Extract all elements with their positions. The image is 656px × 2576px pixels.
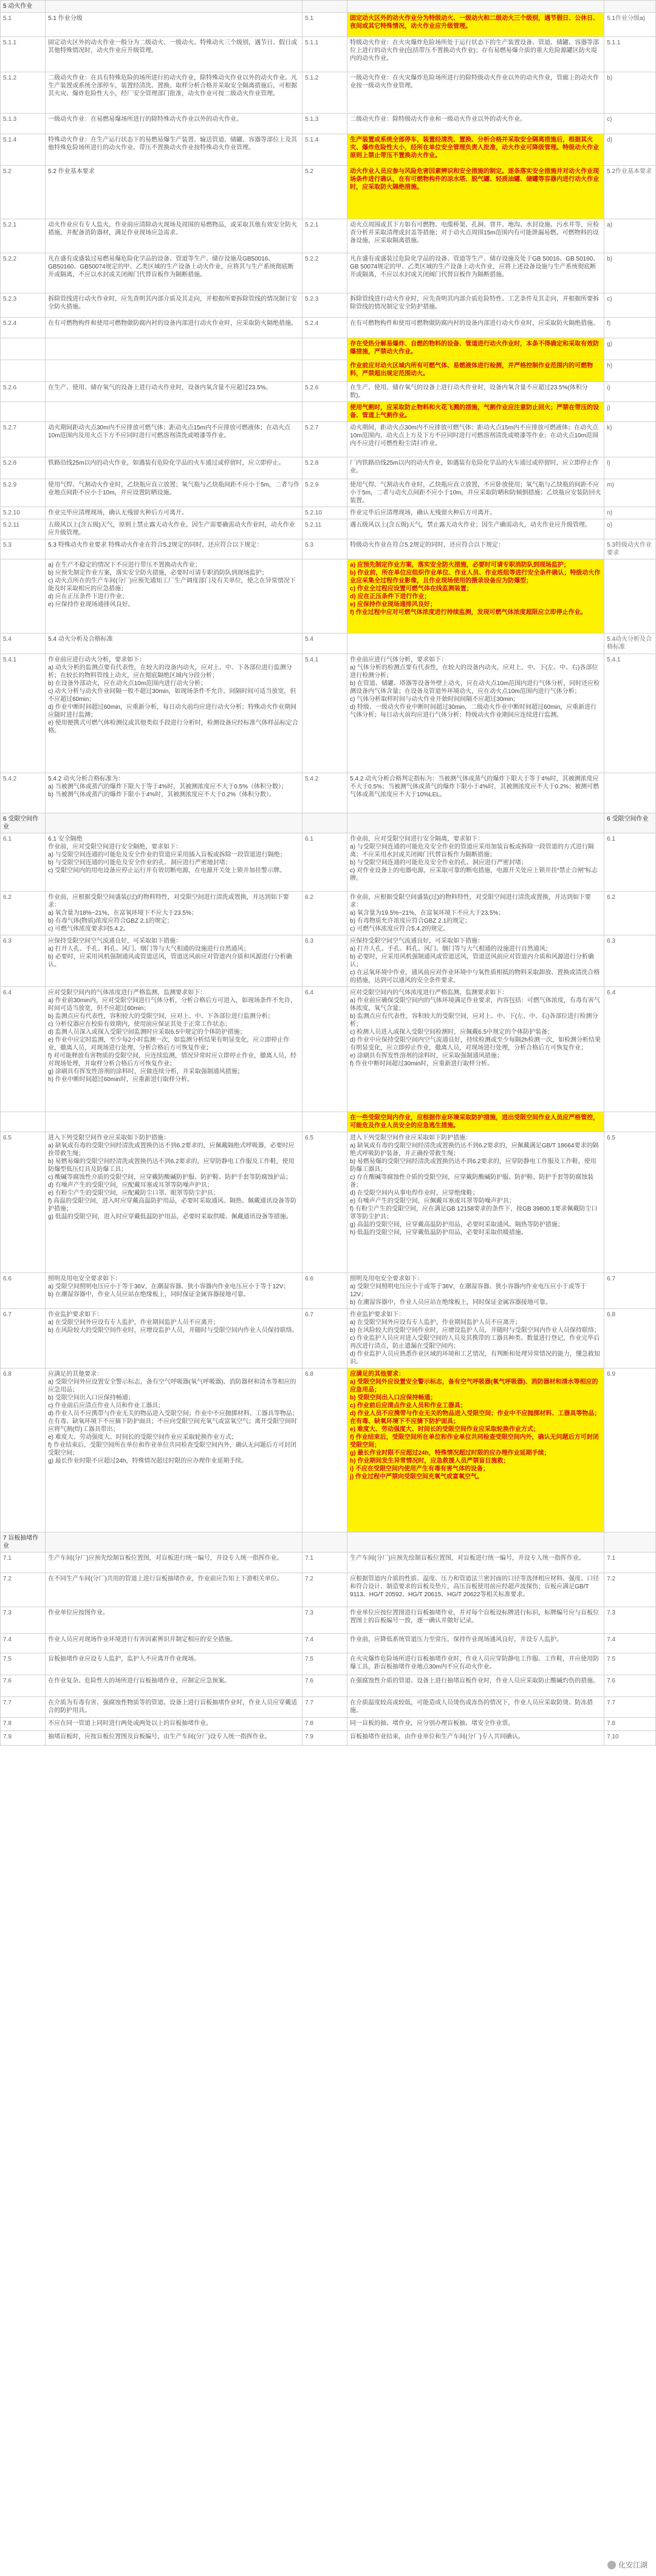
new-clause-no: 5.2.3 [302, 293, 347, 318]
section-new-text [347, 813, 604, 833]
new-clause-no: 6.7 [302, 1309, 347, 1368]
new-clause-text: 应保持受限空间空气流通良好，可采取如下措施： a) 打开人孔、手孔、料孔、风门、烟门等与大气相通的设施进行自然通风； b) 必要时，应采用风机强制通风或管道送风，管道送风前应对管道内介质和风源进行分析确认； c) 在忌氧环境中作业，通风前应对作业环境中与氧性质相抵的物料采取卸放、置换或清洗合格的措施，达到可以通风的安全条件要求。 [347, 935, 604, 987]
new-clause-text: 应满足的其他要求： a) 受限空间外应设置安全警示标志，备有空气呼吸器(氧气呼吸器)、消防器材和清水等相应的应急用品； b) 受限空间出入口应保持畅通； c) 作业前后应清点作业人员和作业工器具； d) 作业人员不应携带与作业无关的物品进入受限空间；作业中不应抛掷材料、工器具等物品；在有毒、缺氧环境下不应摘下防护面具； e) 难度大、劳动强度大、时间长的受限空间作业应采取轮换作业方式； f) 作业结束后，受限空间所在单位和作业单位共同检查受限空间内外，确认无问题后方可封闭受限空间； g) 最长作业时限不应超过24h，特殊情况超过时限的应办理作业延期手续； h) 作业期间发生异常情况时，应急救援人员严禁盲目施救； i) 不应在受限空间内使用产生有毒有害气体的设备； j) 作业过程中严禁向受限空间充氧气或富氧空气。 [347, 1368, 604, 1532]
old-clause-text: 铁路沿线25m以内的动火作业，如遇装有危险化学品的火车通过或停留时，应立即停止。 [46, 457, 302, 479]
table-row [1, 833, 656, 892]
section-new-no [302, 813, 347, 833]
table-row [1, 1634, 656, 1653]
old-clause-no [1, 1112, 46, 1132]
old-clause-no: 5.2.3 [1, 293, 46, 318]
old-clause-no: 5.2.1 [1, 219, 46, 253]
old-clause-text: 应保持受限空间空气流通良好，可采取如下措施： a) 打开人孔、手孔、料孔、风门、烟门等与大气相通的设施进行自然通风； b) 必要时，应采用风机强制通风或管道送风，管道送风前应对管道内介质和风源进行分析确认。 [46, 935, 302, 987]
watermark [607, 2560, 647, 2570]
old-clause-no: 6.1 [1, 833, 46, 892]
section-row [1, 813, 656, 833]
section-old-text [46, 1, 302, 13]
new-clause-text: 同一盲板的抽、堵作业，应分别办理盲板抽、堵安全作业票。 [347, 1718, 604, 1731]
new-clause-no: 6.8 [302, 1368, 347, 1532]
old-clause-no: 7.6 [1, 1675, 46, 1697]
old-clause-no: 5.4 [1, 634, 46, 654]
new-clause-ref: 7.5 [604, 1653, 656, 1675]
old-clause-text: 在有可燃物构件和使用可燃物做防腐内衬的设备内部进行动火作业时，应采取防火隔绝措施。 [46, 318, 302, 338]
new-clause-no [302, 360, 347, 382]
new-clause-no: 5.2.6 [302, 382, 347, 402]
new-clause-text: 存在受热分解易爆炸、自燃的物料的设备、管道进行动火作业时，本条不得确定和采取有效防爆措施，严禁动火作业。 [347, 338, 604, 360]
new-clause-text: 作业监护要求如下： a) 在受限空间外应设有专人监护，作业期间监护人员不应离开； b) 在风险较大的受限空间作业时，应增设监护人员，并随时与受限空间内作业人员保持联络； c) 作业监护人员应对进入受限空间的人员及其携带的工器具种类、数量进行登记，作业完毕后再次进行清点，防止遗漏在受限空间内； d) 作业监护人员应熟悉作业区域的环境和工艺情况，有判断和处理异常情况的能力，懂急救知识。 [347, 1309, 604, 1368]
new-clause-ref: 7.2 [604, 1573, 656, 1607]
old-clause-no: 6.7 [1, 1309, 46, 1368]
table-row [1, 1697, 656, 1718]
old-clause-text: 特殊动火作业：在生产运行状态下的易燃易爆生产装置、输送管道、储罐、容器等部位上及其他特殊危险场所进行的动火作业。带压不置换动火作业按特殊动火作业管理。 [46, 134, 302, 166]
old-clause-no: 6.2 [1, 892, 46, 935]
table-row [1, 1731, 656, 1746]
table-row [1, 318, 656, 338]
old-clause-no: 7.2 [1, 1573, 46, 1607]
new-clause-no: 7.1 [302, 1553, 347, 1573]
old-clause-text: 动火作业应有专人监火，作业前应清除动火现场及周围的易燃物品，或采取其他有效安全防火措施，并配备消防器材，满足作业现场应急需求。 [46, 219, 302, 253]
old-clause-no: 7.9 [1, 1731, 46, 1746]
old-clause-text [46, 360, 302, 382]
old-clause-text: 生产车间(分厂)应预先绘制盲板位置图，对盲板进行统一编号，并设专人统一指挥作业。 [46, 1553, 302, 1573]
old-clause-text: 不应在同一管道上同时进行两处或两处以上的盲板抽堵作业。 [46, 1718, 302, 1731]
new-clause-no [302, 559, 347, 634]
table-row [1, 1132, 656, 1273]
new-clause-ref: 7.6 [604, 1675, 656, 1697]
old-clause-no: 5.1.3 [1, 114, 46, 134]
table-row [1, 479, 656, 507]
new-clause-ref: l) [604, 457, 656, 479]
old-clause-text: 进入下列受限空间作业应采取如下防护措施： a) 缺氧或有毒的受限空间经清洗或置换仍达不到6.2要求的，应佩戴隔绝式呼吸器，必要时应拴带救生绳； b) 易燃易爆的受限空间经清洗或置换仍达不到6.2要求的，应穿防静电工作服及工作鞋，使用防爆型低压灯具及防爆工具； c) 酸碱等腐蚀性介质的受限空间，应穿戴防酸碱防护服、防护鞋、防护手套等防腐蚀护品； d) 有噪声产生的受限空间，应配戴耳塞或耳罩等防噪声护具； e) 有粉尘产生的受限空间，应配戴防尘口罩、眼罩等防尘护具； f) 高温的受限空间，进入时应穿戴高温防护用品，必要时采取通风、隔热、佩戴通讯设备等防护措施； g) 低温的受限空间，进入时应穿戴低温防护用品，必要时采取供暖、佩戴通讯设备等措施。 [46, 1132, 302, 1273]
new-clause-no: 7.6 [302, 1675, 347, 1697]
new-clause-text: 照明及用电安全要求如下： a) 受限空间照明电压应小于或等于36V，在潮湿容器、狭小容器内作业电压应小于或等于12V； b) 在潮湿容器中，作业人员应站在绝缘板上，同时保证金属容器接地可靠。 [347, 1273, 604, 1309]
new-clause-text: 特级动火作业在符合5.2规定的同时，还应符合以下规定： [347, 539, 604, 559]
old-clause-text: 在生产、使用、储存氧气的设备上进行动火作业时，设备内氧含量不应超过23.5%。 [46, 382, 302, 402]
table-row [1, 1309, 656, 1368]
new-clause-ref: h) [604, 360, 656, 382]
new-clause-text: 生产装置或系统全部停车，装置经清洗、置换、分析合格并采取安全隔离措施后，根据其火灾、爆炸危险性大小，经所在单位安全管理负责人批准，动火作业可降级管理。特级动火作业原则上禁止带压不置换动火作业。 [347, 134, 604, 166]
table-row [1, 134, 656, 166]
section-row [1, 1532, 656, 1553]
new-clause-text: a) 应预先制定作业方案，落实安全防火措施，必要时可请专职消防队到现场监护； b) 作业前，所在单位应组织作业单位、作业人员、作业班组等进行安全条件确认；特级动火作业应采集全过程作业影像，且作业现场使用的摄录设备应为防爆型； c) 作业全过程应设置可燃气体在线监测装置； d) 应在正压条件下进行作业； e) 应保持作业现场通排风良好； f) 作业过程中应对可燃气体浓度进行持续监测，发现可燃气体浓度超限应立即停止作业。 [347, 559, 604, 634]
old-clause-no: 5.2.11 [1, 519, 46, 539]
new-clause-ref: 5.4.1 [604, 654, 656, 773]
new-clause-text: 在生产、使用、储存氧气的设备上进行动火作业时，设备内氧含量不应超过23.5%(体积分数)。 [347, 382, 604, 402]
new-clause-text: 盲板抽堵作业结束，由作业单位和生产车间(分厂)专人共同确认。 [347, 1731, 604, 1746]
new-clause-no: 5.1.3 [302, 114, 347, 134]
table-row [1, 422, 656, 457]
new-clause-ref: c) [604, 114, 656, 134]
new-clause-text: 厂内铁路沿线25m以内的动火作业，如遇装有危险化学品的火车通过或停留时，应立即停止作业。 [347, 457, 604, 479]
old-clause-no: 7.3 [1, 1607, 46, 1634]
table-row [1, 37, 656, 72]
table-row [1, 219, 656, 253]
table-row [1, 1718, 656, 1731]
old-clause-no [1, 402, 46, 422]
new-clause-ref: 7.4 [604, 1634, 656, 1653]
new-clause-text: 动火点周围或其下方如有可燃物、电缆桥架、孔洞、窨井、地沟、水封设施、污水井等，应检查分析并采取清理或封盖等措施；对于动火点周围15m范围内有可能泄漏易燃、可燃物料的设备设施，应采取隔离措施。 [347, 219, 604, 253]
table-row [1, 1607, 656, 1634]
old-clause-text: 作业监护要求如下： a) 在受限空间外应设有专人监护，作业期间监护人员不应离开； b) 在风险较大的受限空间作业时，应增设监护人员，并随时与受限空间内作业人员保持联络。 [46, 1309, 302, 1368]
new-clause-ref: 5.2作业基本要求 [604, 166, 656, 219]
new-clause-text: 生产车间(分厂)应预先绘制盲板位置图，对盲板进行统一编号，并设专人统一指挥作业。 [347, 1553, 604, 1573]
section-old-text [46, 813, 302, 833]
section-new-no [302, 1532, 347, 1553]
section-ref [604, 1, 656, 13]
old-clause-text: 二级动火作业：在具有特殊危险的场所进行的动火作业，除特殊动火作业以外的动火作业。凡生产装置或系统全部停车，装置经清洗、置换、取样分析合格并采取安全隔离措施后，可根据其火灾、爆炸危险性大小，经厂安全管理部门批准，动火作业可按二级动火作业管理。 [46, 72, 302, 114]
new-clause-text: 动火作业人员应参与风险危害因素辨识和安全措施的制定。逐条落实安全措施并对动火作业现场条件进行确认，在有可燃物构件的凉水塔、脱气罐、轻质油罐、储罐等容器内进行动火作业时，应采取防火隔绝措施。 [347, 166, 604, 219]
new-clause-ref: 7.3 [604, 1607, 656, 1634]
old-clause-text: 5.2 作业基本要求 [46, 166, 302, 219]
old-clause-text: 作业单位应按图作业。 [46, 1607, 302, 1634]
old-clause-text: 在作业复杂、危险性大的场所进行盲板抽堵作业，应制定应急预案。 [46, 1675, 302, 1697]
section-new-text [347, 1, 604, 13]
new-clause-text: 作业单位应按位置图进行盲板抽堵作业，并对每个盲板设标牌进行标识，标牌编号应与盲板位置图上的盲板编号一致，逐一确认并做好记录。 [347, 1607, 604, 1634]
table-row [1, 457, 656, 479]
new-clause-ref [604, 773, 656, 813]
old-clause-no: 5.2.8 [1, 457, 46, 479]
old-clause-text: 固定动火区外的动火作业一般分为二级动火、一级动火、特殊动火三个级别，遇节日、假日或其他特殊情况时，动火作业应升级管理。 [46, 37, 302, 72]
new-clause-text: 作业前应对动火区域内所有可燃气体、易燃液体进行检测，并严格控制作业范围内的可燃物料，严禁超出规定范围动火。 [347, 360, 604, 382]
old-clause-text: 在介质为有毒有害、强腐蚀性物质等的管道、设备上进行盲板抽堵作业时，作业人员应穿戴适合的防护用具。 [46, 1697, 302, 1718]
new-clause-no [302, 338, 347, 360]
new-clause-ref: 7.8 [604, 1718, 656, 1731]
old-clause-no [1, 338, 46, 360]
old-clause-no [1, 360, 46, 382]
old-clause-no: 5.4.2 [1, 773, 46, 813]
table-row [1, 1675, 656, 1697]
new-clause-text: 作业完毕后应清理现场，确认无残留火种后方可离开。 [347, 507, 604, 519]
table-row [1, 539, 656, 559]
section-new-text [347, 1532, 604, 1553]
new-clause-no: 5.2.9 [302, 479, 347, 507]
old-clause-text [46, 1112, 302, 1132]
new-clause-ref [604, 559, 656, 634]
new-clause-ref: 6.9 [604, 1368, 656, 1532]
section-ref: 6 受限空间作业 [604, 813, 656, 833]
new-clause-no: 7.8 [302, 1718, 347, 1731]
new-clause-ref: b) [604, 72, 656, 114]
old-clause-text: 动火期间距动火点30m内不应排放可燃气体；距动火点15m内不应排放可燃液体；在动火点10m范围内及用火点下方不应同时进行可燃溶剂清洗或喷漆等作业。 [46, 422, 302, 457]
new-clause-no: 5.4.1 [302, 654, 347, 773]
table-row [1, 360, 656, 382]
old-clause-no: 5.1.2 [1, 72, 46, 114]
old-clause-text [46, 402, 302, 422]
new-clause-text: 在强腐蚀性介质的管道、设备上进行抽堵盲板作业时，作业人员应采取防止酸碱灼伤的措施。 [347, 1675, 604, 1697]
table-row [1, 13, 656, 37]
new-clause-no: 7.5 [302, 1653, 347, 1675]
new-clause-text: 进入下列受限空间作业应采取如下防护措施： a) 缺氧或有毒的受限空间经清洗或置换仍达不到6.2要求的，应佩戴满足GB/T 18664要求的隔绝式呼吸防护装备，并正确拴带救生绳； b) 易燃易爆的受限空间经清洗或置换仍达不到6.2要求的，应穿防静电工作服及工作鞋，使用防爆工器具； c) 存在酸碱等腐蚀性介质的受限空间，应穿戴防酸碱防护服、防护鞋、防护手套等防腐蚀装备； d) 在受限空间内从事电焊作业时，应穿绝缘鞋； e) 有噪声产生的受限空间，应佩戴耳塞或耳罩等防噪声护具； f) 有粉尘产生的受限空间，应在满足GB 12158要求的条件下，按GB 39800.1要求佩戴防尘口罩等防尘护具； g) 高温的受限空间，应穿戴高温防护用品，必要时采取通风、隔热等防护措施； h) 低温的受限空间，应穿戴低温防护用品，必要时采取供暖措施。 [347, 1132, 604, 1273]
table-row [1, 402, 656, 422]
new-clause-text: 在介质温度较高或较低，可能造成人员烫伤或冻伤的情况下，作业人员应采取防烫、防冻措施。 [347, 1697, 604, 1718]
new-clause-ref [604, 1112, 656, 1132]
new-clause-text: 在有可燃物构件和使用可燃物做防腐内衬的设备内部进行动火作业时，应采取防火隔绝措施。 [347, 318, 604, 338]
new-clause-text: 在一些受限空间内作业，应根据作业环境采取防护措施，进出受限空间作业人员应严格管控，可能危及作业人员安全的应急逃生措施。 [347, 1112, 604, 1132]
old-clause-text: 使用气焊、气割动火作业时，乙炔瓶应直立放置；氧气瓶与乙炔瓶间距不应小于5m，二者与作业地点间距不应小于10m，并应设置防晒设施。 [46, 479, 302, 507]
table-row [1, 166, 656, 219]
old-clause-text: 拆除管线进行动火作业时，应先查明其内部介质及其走向，并根据所要拆除管线的情况制订安全防火措施。 [46, 293, 302, 318]
old-clause-no: 5.2.9 [1, 479, 46, 507]
new-clause-text: 作业前，应降低系统管道压力至常压，保持作业现场通风良好，并设专人监护。 [347, 1634, 604, 1653]
new-clause-no: 5.2.10 [302, 507, 347, 519]
new-clause-ref: b) [604, 253, 656, 293]
old-clause-text: 5.4.2 动火分析合格标准为： a) 当被测气体或蒸汽的爆炸下限大于等于4%时，其被测浓度应不大于0.5%（体积分数）； b) 当被测气体或蒸汽的爆炸下限小于4%时，其被测浓度应不大于0.2%（体积分数）。 [46, 773, 302, 813]
new-clause-text: 固定动火区外的动火作业分为特级动火、一级动火和二级动火三个级别，遇节假日、公休日、夜间或其它特殊情况，动火作业应升级管理。 [347, 13, 604, 37]
new-clause-text: 5.4.2 动火分析合格判定指标为：当被测气体或蒸气的爆炸下限大于等于4%时，其被测浓度应不大于0.5%；当被测气体或蒸气的爆炸下限小于4%时，其被测浓度应不大于0.2%；被测可燃气体或蒸气浓度应不大于10%LEL。 [347, 773, 604, 813]
old-clause-text: 在不同生产车间(分厂)共用的管道上进行盲板抽堵作业，作业前应告知上下游相关单位。 [46, 1573, 302, 1607]
new-clause-text: 作业前，应对受限空间进行安全隔离，要求如下： a) 与受限空间连通的可能危及安全作业的管道应采用加装盲板或拆除一段管道的方式进行隔离；不应采用水封或关闭阀门代替盲板作为隔断措施； b) 与受限空间连通的可能危及安全作业的孔、洞应进行严密封堵； c) 对作业设备上的电器电源，应采取可靠的断电措施，电源开关处应上锁并挂“禁止合闸”标志牌。 [347, 833, 604, 892]
old-clause-no: 7.5 [1, 1653, 46, 1675]
old-clause-text: 5.1 作业分级 [46, 13, 302, 37]
old-clause-no: 5.1.4 [1, 134, 46, 166]
old-clause-text: 作业前应进行动火分析，要求如下： a) 动火分析的监测点要有代表性，在较大的设备内动火，应对上、中、下各部位进行监测分析；在较长的物料管线上动火，应在彻底隔绝区域内分段分析； b) 在设备外部动火，应在动火点10m范围内进行动火分析； c) 动火分析与动火作业间隔一般不超过30min，如现场条件不允许，间隔时间可适当放宽，但不应超过60min； d) 作业中断时间超过60min，应重新分析，每日动火前均应进行动火分析；特殊动火作业期间应随时进行监测； e) 使用便携式可燃气体检测仪或其他类似手段进行分析时，检测设备应经标准气体样品标定合格。 [46, 654, 302, 773]
table-row [1, 892, 656, 935]
table-row [1, 1112, 656, 1132]
old-clause-no: 5.2.2 [1, 253, 46, 293]
comparison-table-body [1, 1, 656, 1746]
old-clause-text: 作业前，应根据受限空间盛装(过)的物料特性，对受限空间进行清洗或置换，并达到如下要求： a) 氧含量为18%~21%，在富氧环境下不应大于23.5%； b) 有毒气体(物质)浓度应符合GBZ 2.1的规定； c) 可燃气体浓度要求同5.4.2。 [46, 892, 302, 935]
old-clause-text: 5.3 特殊动火作业要求 特殊动火作业在符合5.2规定的同时，还应符合以下规定： [46, 539, 302, 559]
old-clause-text: a) 在生产不稳定的情况下不应进行带压不置换动火作业； b) 应预先制定作业方案，落实安全防火措施，必要时可请专职消防队到现场监护； c) 动火点所在的生产车间(分厂)应预先通知工厂生产调度部门及有关单位，使之在异常情况下能及时采取相应的应急措施； d) 应在正压条件下进行作业； e) 应保持作业现场通排风良好。 [46, 559, 302, 634]
new-clause-ref: 6.7 [604, 1273, 656, 1309]
new-clause-ref: o) [604, 519, 656, 539]
table-row [1, 773, 656, 813]
old-clause-text: 五级风以上(含五级)天气，原则上禁止露天动火作业。因生产需要确需动火作业时，动火作业应升级管理。 [46, 519, 302, 539]
section-row [1, 1, 656, 13]
old-clause-no: 5.2.7 [1, 422, 46, 457]
old-clause-text: 6.1 安全隔绝 作业前，应对受限空间进行安全隔绝，要求如下： a) 与受限空间连通的可能危及安全作业的管道应采用插入盲板或拆除一段管道进行隔绝； b) 与受限空间连通的可能危及安全作业的孔、洞应进行严密地封堵； c) 受限空间内的用电设备应停止运行并有效切断电源，在电源开关处上锁并加挂警示牌。 [46, 833, 302, 892]
new-clause-ref: 7.10 [604, 1731, 656, 1746]
old-clause-text: 5.4 动火分析及合格标准 [46, 634, 302, 654]
old-clause-text: 凡在盛有或盛装过易燃易爆危险化学品的设备、管道等生产、储存设施及GB50016、GB50160、GB50074规定的甲、乙类区域的生产设备上动火作业，应将其与生产系统彻底断开或隔离，不应以水封或关闭阀门代替盲板作为隔断措施。 [46, 253, 302, 293]
new-clause-no: 5.1.2 [302, 72, 347, 114]
new-clause-no: 5.4.2 [302, 773, 347, 813]
table-row [1, 1368, 656, 1532]
new-clause-no: 6.5 [302, 1132, 347, 1273]
watermark-text: 化安江湖 [618, 2561, 647, 2569]
new-clause-text: 特级动火作业：在火灾爆炸危险场所处于运行状态下的生产装置设备、管道、储罐、容器等部位上进行的动火作业(包括带压不置换动火作业)；存有易燃易爆介质的重大危险源罐区防火堤内的动火作业。 [347, 37, 604, 72]
new-clause-text: 应根据管道内介质的性质、温度、压力和管道法兰密封面的口径等选择相应材料、强度、口径和符合设计、制造要求的盲板及垫片，高压盲板使用前应经超声波探伤；盲板应满足GB/T 9113、HG/T 20592、HG/T 20615、HG/T 20622等相关标准要求。 [347, 1573, 604, 1607]
new-clause-no [302, 402, 347, 422]
table-row [1, 338, 656, 360]
new-clause-no: 5.2.7 [302, 422, 347, 457]
new-clause-ref: 6.4 [604, 987, 656, 1112]
old-clause-no: 6.4 [1, 987, 46, 1112]
new-clause-ref: i) [604, 382, 656, 402]
old-clause-text: 应满足的其他要求： a) 受限空间外应设置安全警示标志，备有空气呼吸器(氧气呼吸器)、消防器材和清水等相应的应急用品； b) 受限空间出入口应保持畅通； c) 作业前后应清点作业人员和作业工器具； d) 作业人员不应携带与作业无关的物品进入受限空间；作业中不应抛掷材料、工器具等物品；在有毒、缺氧环境下不应摘下防护面具；不应向受限空间充氧气或富氧空气；离开受限空间时应将气割(焊)工器具带出； e) 难度大、劳动强度大、时间长的受限空间作业应采取轮换作业方式； f) 作业结束后，受限空间所在单位和作业单位共同检查受限空间内外，确认无问题后方可封闭受限空间； g) 最长作业时限不应超过24h，特殊情况超过时限的应办理作业延期手续。 [46, 1368, 302, 1532]
new-clause-no [302, 1112, 347, 1132]
table-row [1, 559, 656, 634]
table-row [1, 507, 656, 519]
section-old-text [46, 1532, 302, 1553]
new-clause-no: 7.2 [302, 1573, 347, 1607]
new-clause-text: 遇五级风以上(含五级)天气，禁止露天动火作业；因生产确需动火，动火作业应升级管理。 [347, 519, 604, 539]
table-row [1, 519, 656, 539]
new-clause-ref: d) [604, 134, 656, 166]
new-clause-ref: f) [604, 318, 656, 338]
new-clause-no: 6.2 [302, 892, 347, 935]
new-clause-no: 5.1 [302, 13, 347, 37]
new-clause-no: 5.2.1 [302, 219, 347, 253]
new-clause-text: 使用气焊、气割动火作业时，乙炔瓶应直立放置，不应卧放使用；氧气瓶与乙炔瓶的间距不应小于5m，二者与动火点间距不应小于10m，并应采取防晒和防倾倒措施；乙炔瓶应安装防回火装置。 [347, 479, 604, 507]
table-row [1, 634, 656, 654]
new-clause-no: 6.4 [302, 987, 347, 1112]
old-clause-no: 5.2 [1, 166, 46, 219]
old-clause-text: 抽堵盲板时，应按盲板位置图及盲板编号，由生产车间(分厂)设专人统一指挥作业。 [46, 1731, 302, 1746]
new-clause-ref: 6.5 [604, 1132, 656, 1273]
table-row [1, 72, 656, 114]
old-clause-no: 5.1.1 [1, 37, 46, 72]
new-clause-no: 6.6 [302, 1273, 347, 1309]
new-clause-text: 一级动火作业：在火灾爆炸危险场所进行的除特级动火作业以外的动火作业，管廊上的动火作业按一级动火作业管理。 [347, 72, 604, 114]
new-clause-no: 5.2 [302, 166, 347, 219]
new-clause-text: 作业前应进行气体分析，要求如下： a) 气体分析的检测点要有代表性，在较大的设备内动火，应对上、中、下(左、中、右)各部位进行检测分析； b) 在管道、储罐、塔器等设备外壁上动火，应在动火点10m范围内进行气体分析，同时还应检测设备内气体含量；在设备及管道外环境动火，应在动火点10m范围内进行气体分析； c) 气体分析取样时间与动火作业开始时间间隔不应超过30min； d) 特级、一级动火作业中断时间超过30min，二级动火作业中断时间超过60min，应重新进行气体分析；每日动火前均应进行气体分析；特级动火作业期间应连续进行监测。 [347, 654, 604, 773]
new-clause-no: 7.3 [302, 1607, 347, 1634]
new-clause-ref: n) [604, 507, 656, 519]
table-row [1, 1653, 656, 1675]
table-row [1, 1573, 656, 1607]
new-clause-ref: j) [604, 402, 656, 422]
old-clause-text: 应对受限空间内的气体浓度进行严格监测，监测要求如下： a) 作业前30min内，应对受限空间进行气体分析，分析合格后方可进入，如现场条件不允许，时间可适当放宽，但不应超过60min； b) 监测点应有代表性，容积较大的受限空间，应对上、中、下各部位进行监测分析； c) 分析仪器应在校验有效期内，使用前应保证其处于正常工作状态； d) 监测人员深入或探入受限空间监测时应采取6.5中规定的个体防护措施； e) 作业中应定时监测，至少每2小时监测一次，如监测分析结果有明显变化，应立即停止作业，撤离人员，对现场进行处理，分析合格后方可恢复作业； f) 对可能释放有害物质的受限空间，应连续监测，情况异常时应立即停止作业，撤离人员，经对现场处理，并取样分析合格后方可恢复作业； g) 涂刷具有挥发性溶剂的涂料时，应做连续分析，并采取强制通风措施； h) 作业中断时间超过60min时，应重新进行取样分析。 [46, 987, 302, 1112]
new-clause-ref: 7.1 [604, 1553, 656, 1573]
section-old-no: 7 盲板抽堵作业 [1, 1532, 46, 1553]
old-clause-text: 照明及用电安全要求如下： a) 受限空间照明电压应小于等于36V，在潮湿容器、狭小容器内作业电压应小于等于12V； b) 在潮湿容器中，作业人员应站在绝缘板上，同时保证金属容器接地可靠。 [46, 1273, 302, 1309]
new-clause-no: 5.2.2 [302, 253, 347, 293]
new-clause-ref: 6.2 [604, 892, 656, 935]
old-clause-text: 作业人员应对现场作业环境进行有害因素辨识并制定相应的安全措施。 [46, 1634, 302, 1653]
new-clause-text: 动火期间，距动火点30m内不应排放可燃气体；距动火点15m内不应排放可燃液体；在动火点10m范围内、动火点上方及下方不应同时进行可燃溶剂清洗或喷漆等作业；在动火点10m范围内不应进行可燃性粉尘清扫作业。 [347, 422, 604, 457]
new-clause-ref: g) [604, 338, 656, 360]
table-row [1, 1553, 656, 1573]
new-clause-text: 使用气割时，应采取防止物料和火花飞溅的措施，气割作业应注意防止回火；严禁在带压的设备、管道上气割作业。 [347, 402, 604, 422]
table-row [1, 935, 656, 987]
section-new-no [302, 1, 347, 13]
table-row [1, 253, 656, 293]
new-clause-text: 应对受限空间内的气体浓度进行严格监测，监测要求如下： a) 作业前应确保受限空间内的气体环境满足作业要求，内容包括：可燃气体浓度，有毒有害气体浓度，氧气含量； b) 监测点应有代表性，容积较大的受限空间，应对上、中、下(左、中、右)各部位进行检测分析； c) 检测人员进入或探入受限空间检测时，应佩戴6.5中规定的个体防护装备； d) 作业中应保持受限空间内空气流通良好，持续检测或至少每隔2h检测一次，如检测分析结果有明显变化，应立即停止作业，撤离人员，对现场进行处理，分析合格后方可恢复作业； e) 涂刷具有挥发性溶剂的涂料时，应采取强制通风措施； f) 作业中断时间超过30min时，应重新进行取样分析。 [347, 987, 604, 1112]
table-row [1, 1273, 656, 1309]
old-clause-no: 5.4.1 [1, 654, 46, 773]
new-clause-ref: 7.7 [604, 1697, 656, 1718]
new-clause-no: 6.1 [302, 833, 347, 892]
table-row [1, 654, 656, 773]
old-clause-no: 7.7 [1, 1697, 46, 1718]
new-clause-text: 作业前，应根据受限空间盛装(过)的物料特性，对受限空间进行清洗或置换，并达到如下要求： a) 氧含量为19.5%~21%，在富氧环境下不应大于23.5%； b) 有毒物质允许浓度应符合GBZ 2.1的规定； c) 可燃气体浓度应符合5.4.2的规定。 [347, 892, 604, 935]
new-clause-no: 5.1.4 [302, 134, 347, 166]
old-clause-no: 7.1 [1, 1553, 46, 1573]
old-clause-no [1, 559, 46, 634]
new-clause-ref: 6.8 [604, 1309, 656, 1368]
new-clause-ref: a) [604, 219, 656, 253]
new-clause-ref: 6.1 [604, 833, 656, 892]
new-clause-ref: k) [604, 422, 656, 457]
new-clause-no: 7.4 [302, 1634, 347, 1653]
new-clause-ref: 5.1作业分级a) [604, 13, 656, 37]
wechat-icon [607, 2561, 616, 2569]
new-clause-no: 5.3 [302, 539, 347, 559]
section-ref [604, 1532, 656, 1553]
new-clause-ref: 5.4动火分析及合格标准 [604, 634, 656, 654]
new-clause-ref: m) [604, 479, 656, 507]
new-clause-ref: c) [604, 293, 656, 318]
section-old-no: 6 受限空间作业 [1, 813, 46, 833]
new-clause-ref: 5.1.1 [604, 37, 656, 72]
new-clause-no: 5.2.11 [302, 519, 347, 539]
new-clause-ref: 6.3 [604, 935, 656, 987]
new-clause-no: 5.2.8 [302, 457, 347, 479]
old-clause-no: 5.2.10 [1, 507, 46, 519]
new-clause-no: 5.4 [302, 634, 347, 654]
old-clause-no: 6.5 [1, 1132, 46, 1273]
new-clause-ref: 5.3特级动火作业要求 [604, 539, 656, 559]
new-clause-no: 5.1.1 [302, 37, 347, 72]
new-clause-text [347, 634, 604, 654]
table-row [1, 987, 656, 1112]
old-clause-no: 7.4 [1, 1634, 46, 1653]
new-clause-no: 7.7 [302, 1697, 347, 1718]
old-clause-no: 5.3 [1, 539, 46, 559]
section-old-no: 5 动火作业 [1, 1, 46, 13]
new-clause-text: 凡在盛有或盛装过危险化学品的设备、管道等生产、储存设施及处于GB 50016、GB 50160、GB 50074规定的甲、乙类区域的生产设备上动火作业，应将上述设备设施与生产系统彻底断开或隔离，不应以水封或关闭阀门代替盲板作为隔断措施。 [347, 253, 604, 293]
old-clause-text: 作业完毕应清理现场，确认无残留火种后方可离开。 [46, 507, 302, 519]
old-clause-no: 6.6 [1, 1273, 46, 1309]
old-clause-no: 7.8 [1, 1718, 46, 1731]
new-clause-text: 二级动火作业：除特级动火作业和一级动火作业以外的动火作业。 [347, 114, 604, 134]
new-clause-no: 6.3 [302, 935, 347, 987]
old-clause-no: 5.2.6 [1, 382, 46, 402]
old-clause-text: 一级动火作业：在易燃易爆场所进行的除特殊动火作业以外的动火作业。 [46, 114, 302, 134]
old-clause-text: 盲板抽堵作业应设专人监护，监护人不应离开作业现场。 [46, 1653, 302, 1675]
old-clause-text [46, 338, 302, 360]
table-row [1, 114, 656, 134]
old-clause-no: 6.3 [1, 935, 46, 987]
new-clause-text: 在火灾爆炸危险场所进行盲板抽堵作业时，作业人员应穿防静电工作服、工作鞋，并应使用防爆工具，距盲板抽堵作业地点30m内不应有动火作业。 [347, 1653, 604, 1675]
new-clause-text: 拆除管线进行动火作业时，应先查明其内部介质危险特性、工艺条件及其走向，并根据所要拆除管线的情况制定安全防护措施。 [347, 293, 604, 318]
old-clause-no: 5.1 [1, 13, 46, 37]
old-clause-no: 5.2.4 [1, 318, 46, 338]
old-clause-no: 6.8 [1, 1368, 46, 1532]
new-clause-no: 7.9 [302, 1731, 347, 1746]
table-row [1, 293, 656, 318]
new-clause-no: 5.2.4 [302, 318, 347, 338]
table-row [1, 382, 656, 402]
